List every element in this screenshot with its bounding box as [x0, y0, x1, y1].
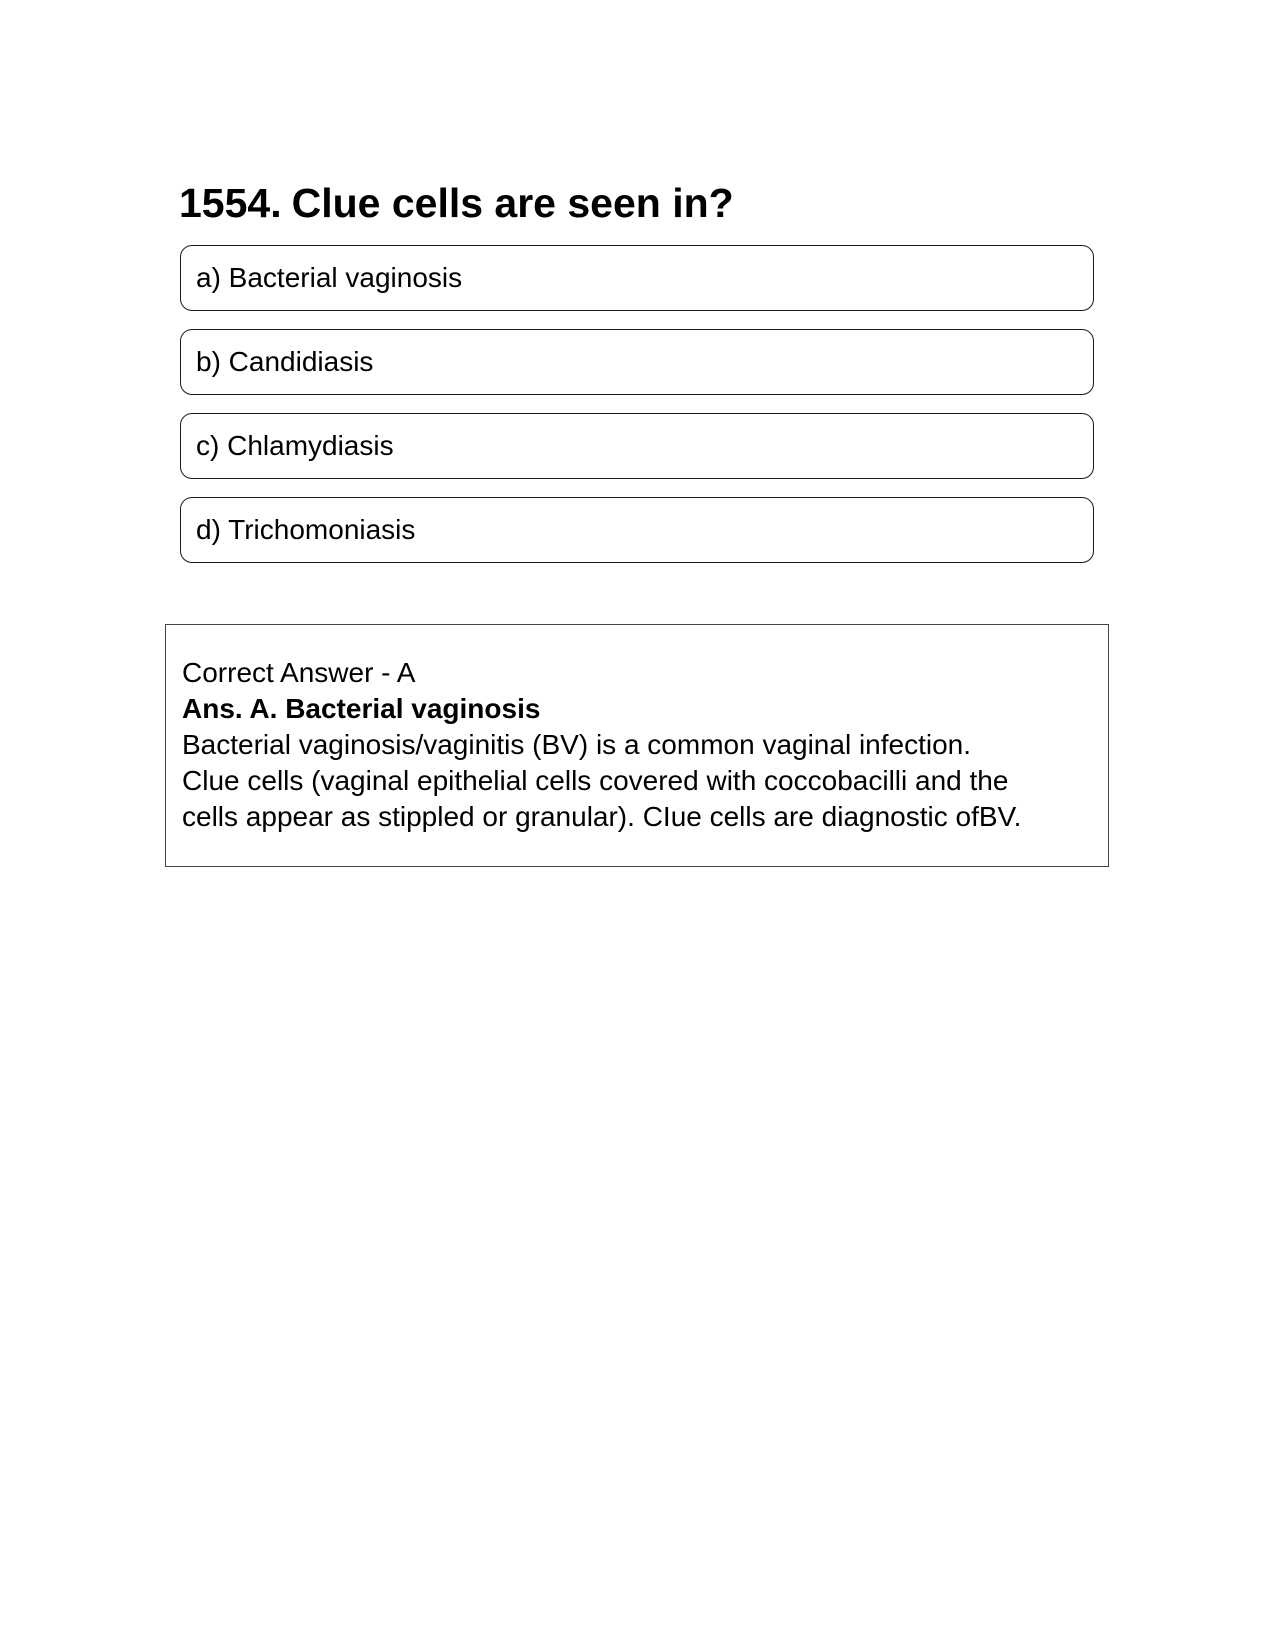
explanation-line-1: Bacterial vaginosis/vaginitis (BV) is a common vaginal infection.	[182, 729, 972, 760]
option-a[interactable]: a) Bacterial vaginosis	[180, 245, 1094, 311]
explanation-line-3: cells appear as stippled or granular). CIue cells are diagnostic ofBV.	[182, 801, 1022, 832]
answer-explanation-box	[165, 624, 1109, 867]
correct-answer-line: Correct Answer - A	[182, 657, 416, 688]
option-b[interactable]: b) Candidiasis	[180, 329, 1094, 395]
explanation-line-2: Clue cells (vaginal epithelial cells covered with coccobacilli and the	[182, 765, 1009, 796]
option-c[interactable]: c) Chlamydiasis	[180, 413, 1094, 479]
question-text: Clue cells are seen in?	[291, 180, 734, 226]
question-title	[179, 178, 734, 228]
option-d[interactable]: d) Trichomoniasis	[180, 497, 1094, 563]
answer-heading: Ans. A. Bacterial vaginosis	[182, 693, 541, 724]
question-number: 1554.	[179, 180, 282, 226]
